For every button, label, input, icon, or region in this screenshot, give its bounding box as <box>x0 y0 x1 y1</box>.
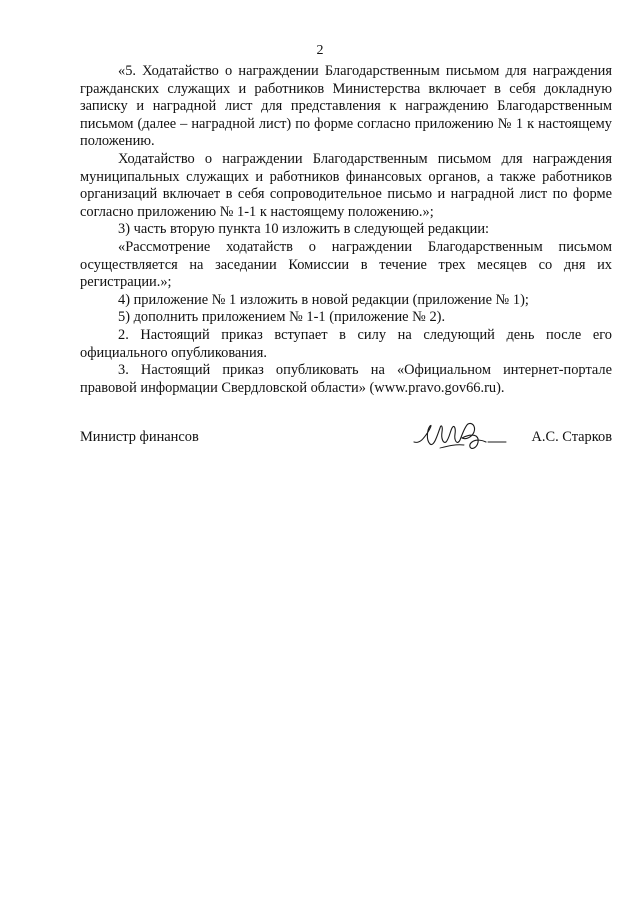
paragraph-entry-into-force: 2. Настоящий приказ вступает в силу на следующий день после его официального опубликования. <box>80 326 612 361</box>
page-number: 2 <box>316 43 324 58</box>
paragraph-municipal-petition: Ходатайство о награждении Благодарственным письмом для награждения муниципальных служащих и работников финансовых органов, а также работников организаций включает в себя сопроводительное письмо и наградной лист по форме согласно приложению № 1-1 к настоящему положению.»; <box>80 150 612 220</box>
paragraph-appendix-1: 4) приложение № 1 изложить в новой редакции (приложение № 1); <box>118 291 529 308</box>
paragraph-amend-point-10: 3) часть вторую пункта 10 изложить в следующей редакции: <box>118 221 490 238</box>
signatory-name: А.С. Старков <box>531 429 612 445</box>
signature-block <box>80 418 612 458</box>
document-body <box>80 63 612 397</box>
paragraph-appendix-1-1: 5) дополнить приложением № 1-1 (приложение № 2). <box>118 309 446 326</box>
signatory-title: Министр финансов <box>80 429 199 445</box>
paragraph-publication: 3. Настоящий приказ опубликовать на «Официальном интернет-портале правовой информации Свердловской области» (www.pravo.gov66.ru). <box>80 362 612 396</box>
paragraph-review-terms: «Рассмотрение ходатайств о награждении Благодарственным письмом осуществляется на заседании Комиссии в течение трех месяцев со дня их регистрации.»; <box>80 238 612 291</box>
handwritten-signature <box>410 418 510 454</box>
paragraph-item-5-ministry: «5. Ходатайство о награждении Благодарственным письмом для награждения гражданских служащих и работников Министерства включает в себя докладную записку и наградной лист для представления к награждению Благодарственным письмом (далее – наградной лист) по форме согласно приложению № 1 к настоящему положению. <box>80 63 612 150</box>
